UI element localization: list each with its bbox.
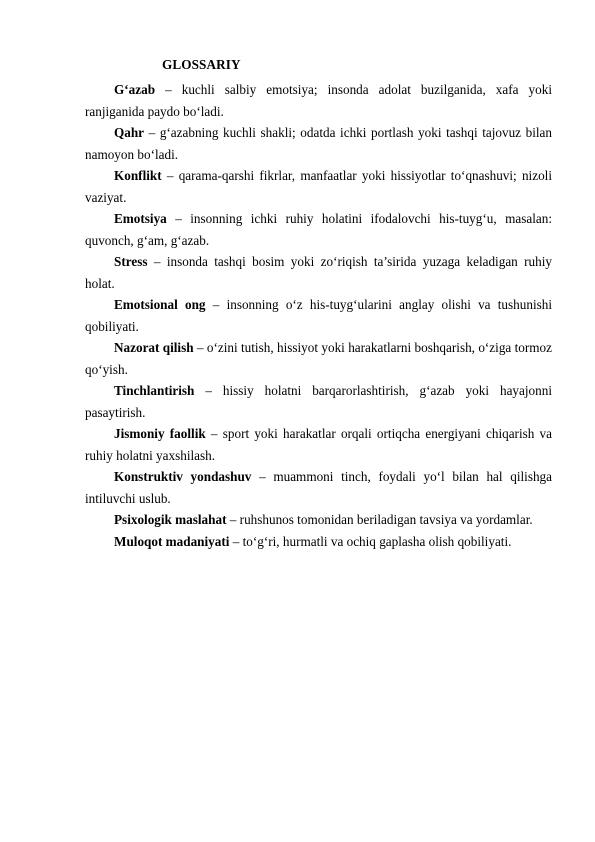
glossary-term: Qahr (114, 125, 145, 140)
glossary-definition: – sport yoki harakatlar orqali ortiqcha energiyani chiqarish va ruhiy holatni yaxshilash. (85, 426, 553, 463)
glossary-definition: – insonda tashqi bosim yoki zo‘riqish ta’sirida yuzaga keladigan ruhiy holat. (85, 254, 552, 291)
glossary-definition: – hissiy holatni barqarorlashtirish, g‘azab yoki hayajonni pasaytirish. (85, 383, 552, 420)
glossary-definition: – muammoni tinch, foydali yo‘l bilan hal qilishga intiluvchi uslub. (85, 469, 552, 506)
glossary-definition: – insonning ichki ruhiy holatini ifodalovchi his-tuyg‘u, masalan: quvonch, g‘am, g‘azab. (85, 211, 552, 248)
glossary-entry (85, 423, 552, 466)
glossary-term: Konflikt (114, 168, 162, 183)
glossary-entry (85, 294, 552, 337)
glossary-entry (85, 122, 552, 165)
glossary-entry (85, 509, 552, 531)
document-page (85, 56, 552, 552)
glossary-definition: – insonning o‘z his-tuyg‘ularini anglay olishi va tushunishi qobiliyati. (85, 297, 552, 334)
glossary-entry (85, 531, 552, 553)
glossary-entry (85, 337, 552, 380)
glossary-title: GLOSSARIY (162, 57, 241, 72)
glossary-definition: – to‘g‘ri, hurmatli va ochiq gaplasha olish qobiliyati. (229, 533, 512, 549)
glossary-entry (85, 165, 552, 208)
glossary-definition: – ruhshunos tomonidan beriladigan tavsiya va yordamlar. (226, 512, 533, 527)
glossary-entry (85, 208, 552, 251)
glossary-term: G‘azab (114, 82, 156, 97)
glossary-term: Konstruktiv yondashuv (114, 469, 252, 484)
glossary-entry (85, 251, 552, 294)
glossary-term: Emotsional ong (114, 297, 206, 312)
glossary-term: Muloqot madaniyati (114, 533, 230, 549)
glossary-term: Psixologik maslahat (114, 512, 227, 527)
glossary-entry (85, 380, 552, 423)
glossary-entry (85, 466, 552, 509)
glossary-term: Tinchlantirish (114, 383, 195, 398)
glossary-definition: – kuchli salbiy emotsiya; insonda adolat buzilganida, xafa yoki ranjiganida paydo bo‘ladi. (85, 82, 552, 119)
glossary-entry (85, 79, 552, 122)
glossary-definition: – g‘azabning kuchli shakli; odatda ichki portlash yoki tashqi tajovuz bilan namoyon bo‘ladi. (85, 125, 552, 162)
glossary-term: Stress (114, 254, 148, 269)
glossary-definition: – o‘zini tutish, hissiyot yoki harakatlarni boshqarish, o‘ziga tormoz qo‘yish. (85, 340, 552, 377)
glossary-term: Jismoniy faollik (114, 426, 206, 441)
glossary-term: Nazorat qilish (114, 340, 194, 355)
glossary-term: Emotsiya (114, 211, 167, 226)
glossary-definition: – qarama-qarshi fikrlar, manfaatlar yoki hissiyotlar to‘qnashuvi; nizoli vaziyat. (85, 168, 552, 205)
